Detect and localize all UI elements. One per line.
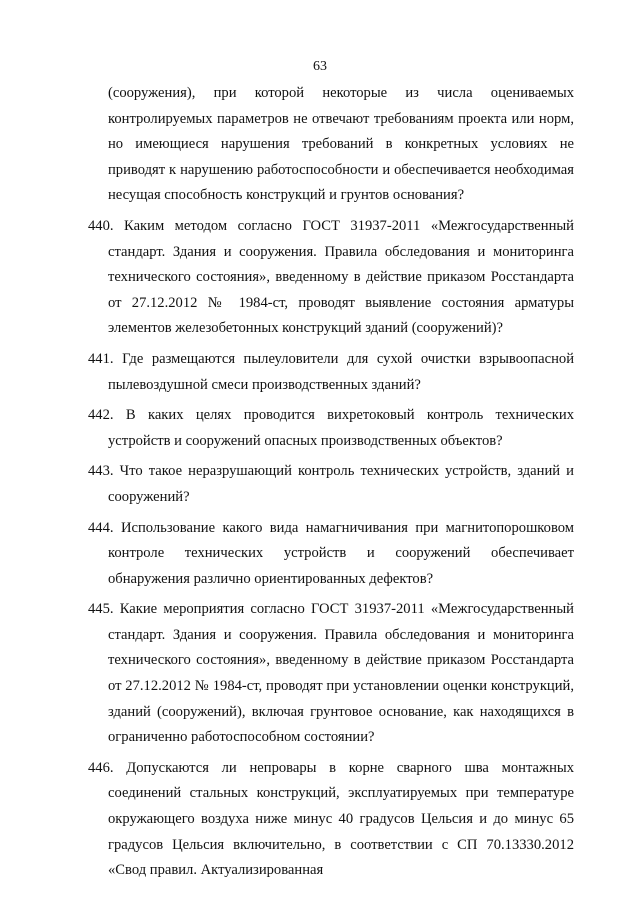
question-444 bbox=[88, 516, 574, 593]
question-446 bbox=[88, 756, 574, 884]
question-number: 443. bbox=[88, 463, 120, 480]
question-445 bbox=[88, 597, 574, 751]
question-text: Какие мероприятия согласно ГОСТ 31937-2011 «Межгосударственный стандарт. Здания и сооружения. Правила обследования и мониторинга технического состояния», введенному в действие приказом Росстандарта от 27.12.2012 № 1984-ст, проводят при установлении оценки конструкций, зданий (сооружений), включая грунтовое основание, как находящихся в ограниченно работоспособном состоянии? bbox=[108, 601, 574, 746]
question-440 bbox=[88, 214, 574, 342]
question-443 bbox=[88, 459, 574, 510]
question-text: В каких целях проводится вихретоковый контроль технических устройств и сооружений опасных производственных объектов? bbox=[108, 407, 574, 449]
question-number: 442. bbox=[88, 407, 126, 424]
question-text: Допускаются ли непровары в корне сварного шва монтажных соединений стальных конструкций, эксплуатируемых при температуре окружающего воздуха ниже минус 40 градусов Цельсия и до минус 65 градусов Цельсия включительно, в соответствии с СП 70.13330.2012 «Свод правил. Актуализированная bbox=[108, 759, 575, 879]
page-number: 63 bbox=[313, 59, 327, 74]
intro-paragraph: (сооружения), при которой некоторые из числа оцениваемых контролируемых параметров не отвечают требованиям проекта или норм, но имеющиеся нарушения требований в конкретных условиях не приводят к нарушению работоспособности и обеспечивается необходимая несущая способность конструкций и грунтов основания? bbox=[108, 85, 574, 204]
document-body bbox=[88, 81, 574, 884]
question-441 bbox=[88, 347, 574, 398]
question-number: 446. bbox=[88, 759, 127, 776]
question-number: 444. bbox=[88, 519, 121, 536]
question-number: 441. bbox=[88, 350, 123, 367]
question-text: Каким методом согласно ГОСТ 31937-2011 «Межгосударственный стандарт. Здания и сооружения. Правила обследования и мониторинга технического состояния», введенному в действие приказом Росстандарта от 27.12.2012 № 1984-ст, проводят выявление состояния арматуры элементов железобетонных конструкций зданий (сооружений)? bbox=[108, 217, 574, 337]
question-text: Где размещаются пылеуловители для сухой очистки взрывоопасной пылевоздушной смеси производственных зданий? bbox=[108, 350, 574, 393]
question-text: Что такое неразрушающий контроль технических устройств, зданий и сооружений? bbox=[108, 463, 574, 505]
question-text: Использование какого вида намагничивания при магнитопорошковом контроле технических устройств и сооружений обеспечивает обнаружения различно ориентированных дефектов? bbox=[108, 519, 574, 587]
question-number: 440. bbox=[88, 217, 125, 234]
question-number: 445. bbox=[88, 601, 120, 618]
question-442 bbox=[88, 403, 574, 454]
